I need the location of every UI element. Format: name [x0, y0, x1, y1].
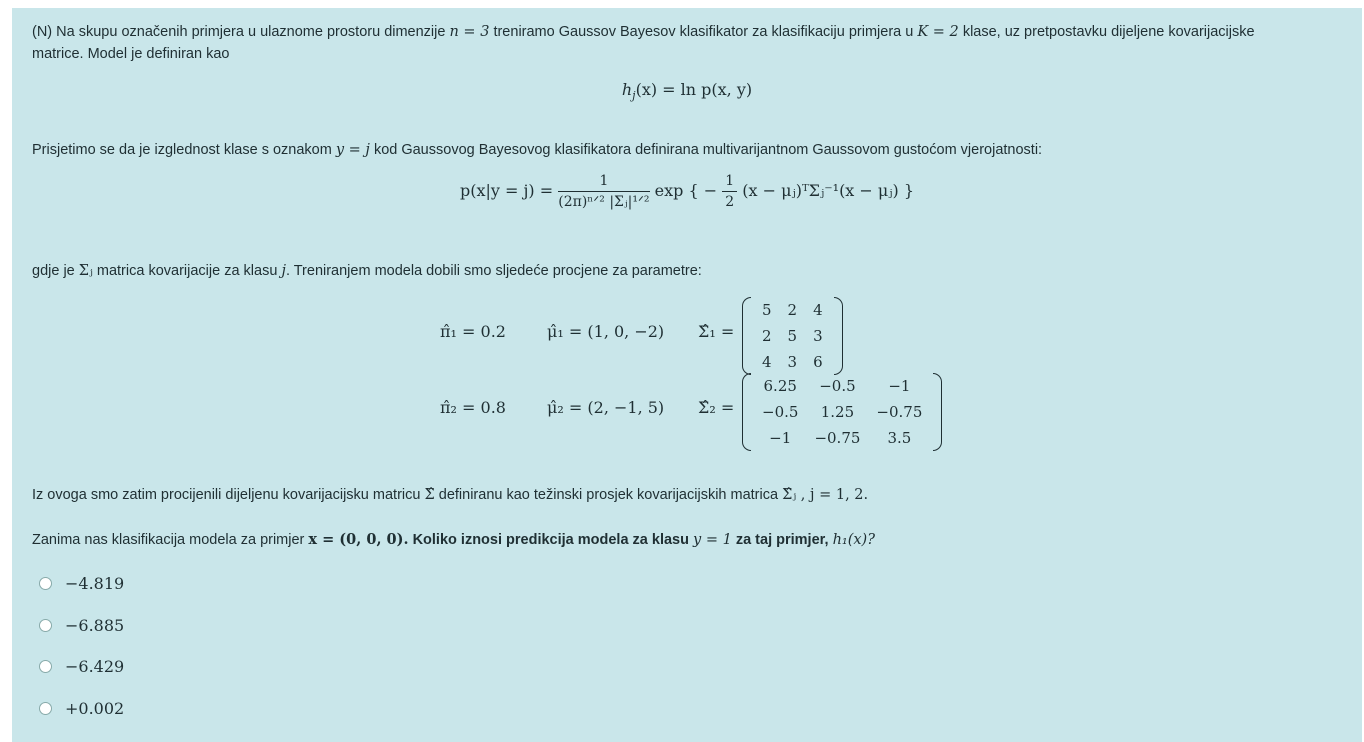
- option-label: −6.885: [65, 615, 125, 635]
- sigma2-label: Σ̂₂ =: [698, 398, 735, 417]
- model-formula: $h_j(x) = \ln p(x$, y): [621, 80, 753, 103]
- option-label: +0.002: [65, 698, 125, 718]
- answer-option-3[interactable]: [39, 654, 124, 678]
- sigma1-label: Σ̂₁ =: [698, 322, 735, 341]
- answer-option-1[interactable]: [39, 571, 124, 595]
- answer-option-4[interactable]: [39, 696, 124, 720]
- radio-button[interactable]: [39, 577, 52, 590]
- recall-text: Prisjetimo se da je izglednost klase s oznakom y = j kod Gaussovog Bayesovog klasifikatora definirana multivarijantnom Gaussovom gustoćom vjerojatnosti:: [32, 142, 1043, 158]
- where-text: gdje je Σⱼ matrica kovarijacije za klasu j. Treniranjem modela dobili smo sljedeće procjene za parametre:: [32, 263, 702, 279]
- option-label: −6.429: [65, 656, 125, 676]
- radio-button[interactable]: [39, 660, 52, 673]
- intro-line-1: (N) Na skupu označenih primjera u ulaznome prostoru dimenzije n = 3 treniramo Gaussov Bayesov klasifikator za klasifikaciju primjera u K = 2 klase, uz pretpostavku dijeljene kovarijacijske: [32, 24, 1255, 40]
- pi1: π̂₁ = 0.2: [440, 322, 506, 341]
- sigma1-matrix: 5 2 4 2 5 3 4 3 6: [742, 297, 843, 375]
- sigma2-matrix: 6.25 −0.5 −1 −0.5 1.25 −0.75 −1 −0.75 3.5: [742, 373, 942, 451]
- mu1: μ̂₁ = (1, 0, −2): [547, 322, 665, 341]
- radio-button[interactable]: [39, 619, 52, 632]
- answer-option-2[interactable]: [39, 613, 124, 637]
- pi2: π̂₂ = 0.8: [440, 398, 506, 417]
- radio-button[interactable]: [39, 702, 52, 715]
- ask-text: Zanima nas klasifikacija modela za primjer x = (0, 0, 0). Koliko iznosi predikcija modela za klasu y = 1 za taj primjer, h₁(x)?: [32, 531, 875, 548]
- shared-cov-text: Iz ovoga smo zatim procijenili dijeljenu kovarijacijsku matricu Σ̂ definiranu kao težinski prosjek kovarijacijskih matrica Σ̂ⱼ , j = 1, 2.: [32, 487, 869, 503]
- intro-line-2: matrice. Model je definiran kao: [32, 46, 230, 62]
- mu2: μ̂₂ = (2, −1, 5): [547, 398, 665, 417]
- option-label: −4.819: [65, 573, 125, 593]
- likelihood-formula: p(x|y = j) = $\frac{1}{\text{(2π)ⁿᐟ² |Σⱼ|¹ᐟ²}}$ exp { − $\frac{1}{2}$ (x − μⱼ)ᵀΣⱼ⁻¹(x − μⱼ) }: [459, 173, 915, 210]
- question-panel: [12, 8, 1362, 742]
